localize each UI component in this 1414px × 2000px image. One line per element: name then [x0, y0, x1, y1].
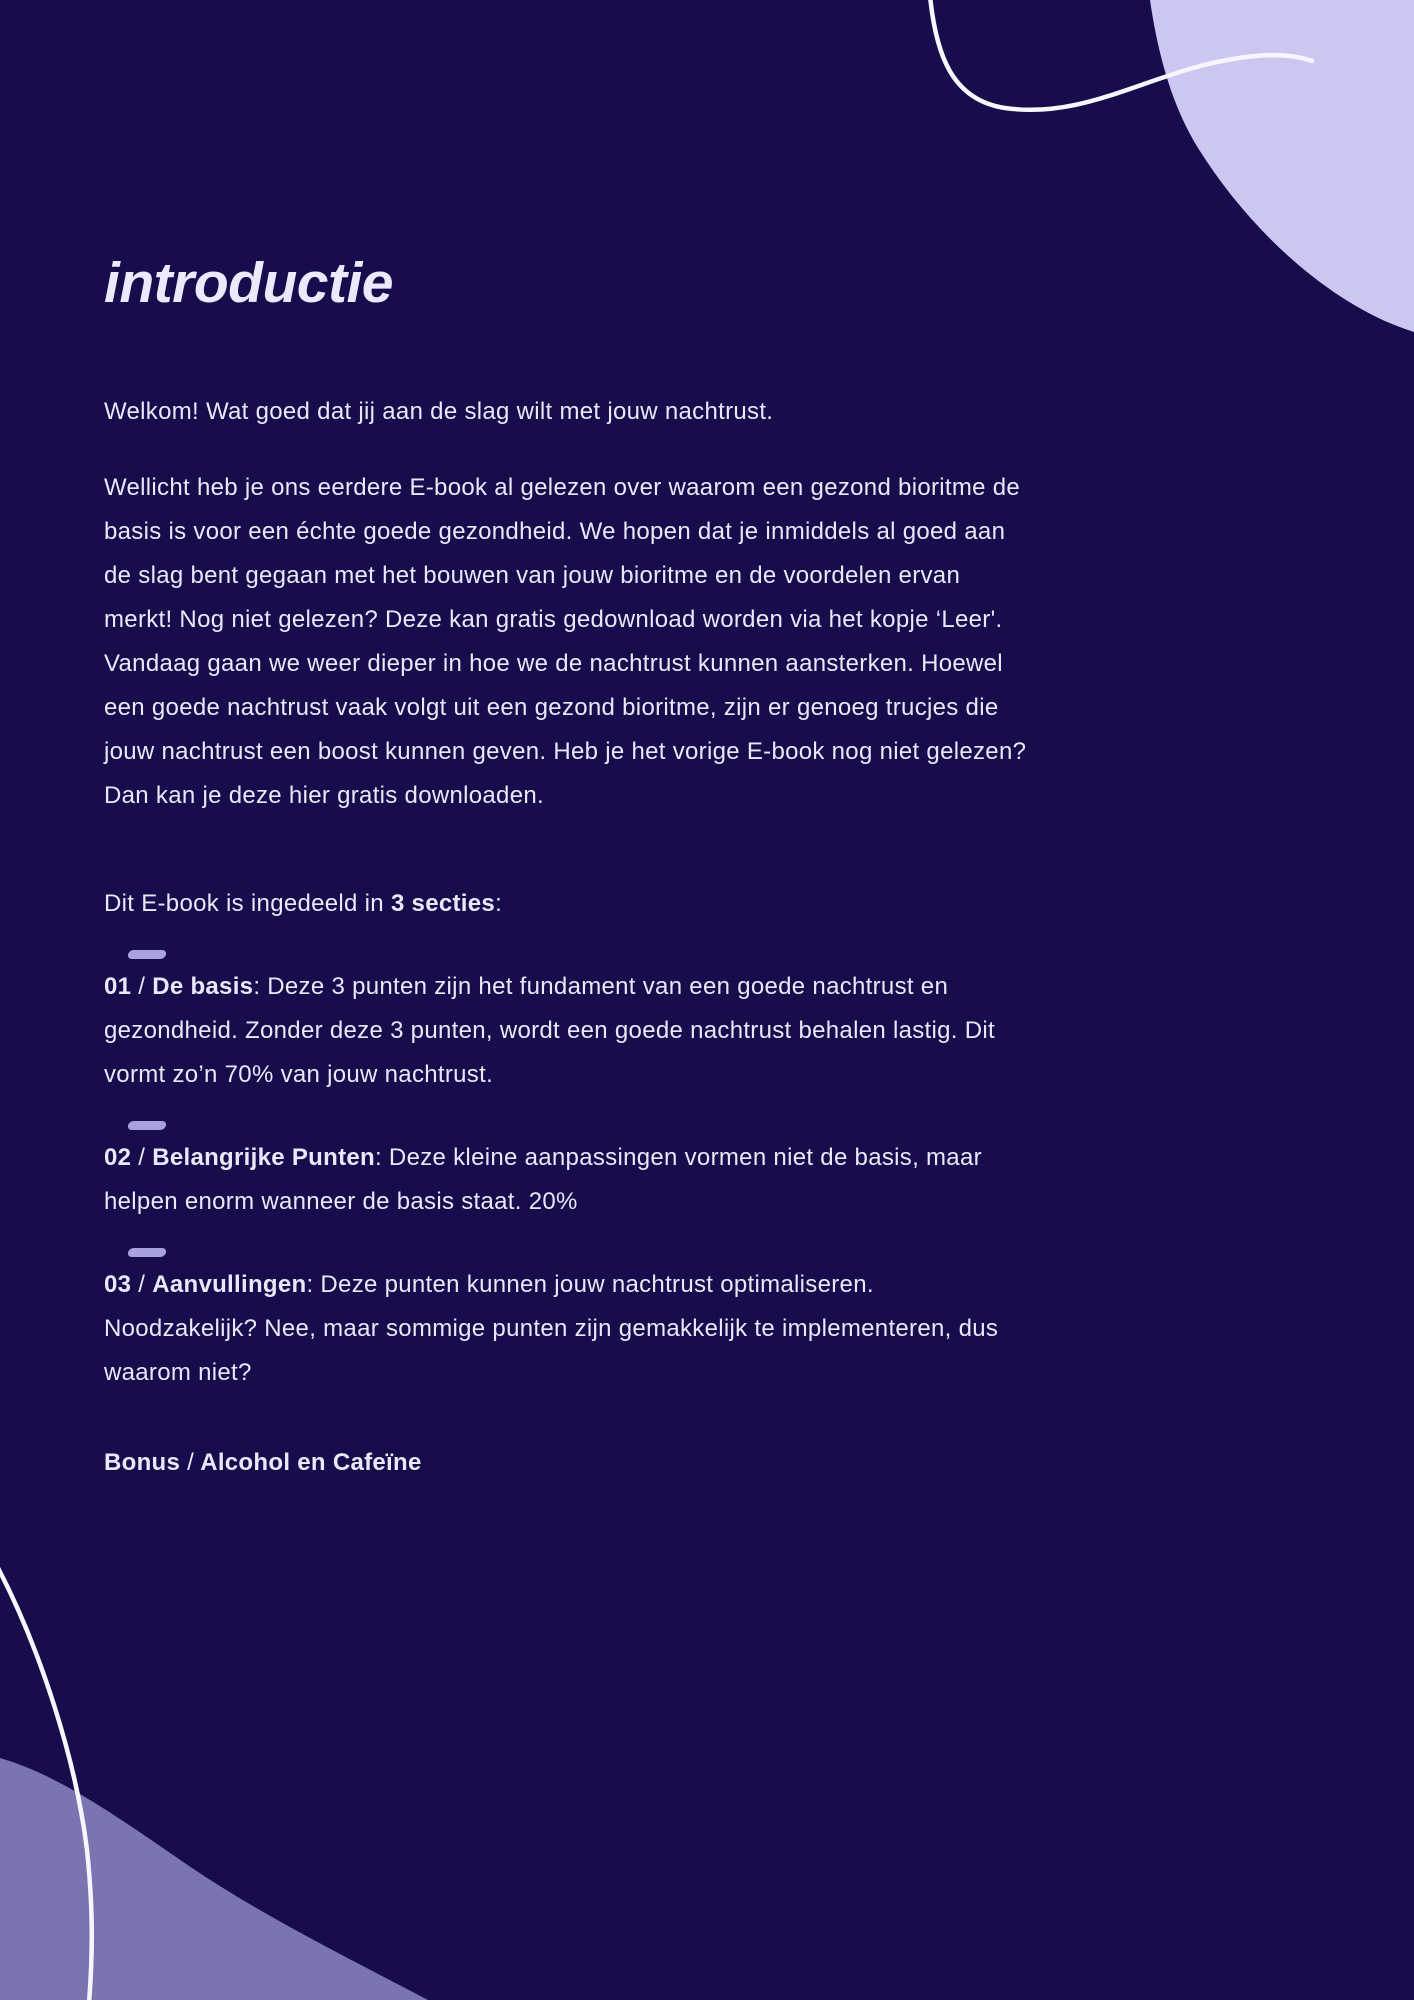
- sections-intro-count: 3 secties: [390, 890, 496, 917]
- section-03-description: : Deze punten kunnen jouw nachtrust optimaliseren. Noodzakelijk? Nee, maar sommige punten zijn gemakkelijk te implementeren, dus waarom niet?: [104, 1271, 999, 1386]
- intro-line: Welkom! Wat goed dat jij aan de slag wilt met jouw nachtrust.: [104, 398, 774, 425]
- section-accent-dash: [127, 950, 167, 959]
- section-02-number: 02: [104, 1144, 132, 1171]
- bonus-line: [104, 1441, 1034, 1485]
- ebook-page: [104, 0, 1034, 1485]
- section-01-de-basis: [104, 950, 1034, 1097]
- section-01-number: 01: [104, 973, 132, 1000]
- section-02-text: [104, 1136, 1034, 1224]
- sections-intro-suffix: :: [495, 890, 503, 917]
- blob-bottom-left-shape: [0, 1758, 428, 2000]
- section-03-number: 03: [104, 1271, 132, 1298]
- section-01-description: : Deze 3 punten zijn het fundament van een goede nachtrust en gezondheid. Zonder deze 3 punten, wordt een goede nachtrust behalen lastig. Dit vormt zo’n 70% van jouw nachtrust.: [104, 973, 995, 1088]
- section-01-text: [104, 965, 1034, 1097]
- section-03-separator: /: [138, 1271, 146, 1298]
- section-01-label: De basis: [152, 973, 254, 1000]
- main-paragraph: Wellicht heb je ons eerdere E-book al gelezen over waarom een gezond bioritme de basis is voor een échte goede gezondheid. We hopen dat je inmiddels al goed aan de slag bent gegaan met het bouwen van jouw bioritme en de voordelen ervan merkt! Nog niet gelezen? Deze kan gratis gedownload worden via het kopje ‘Leer'. Vandaag gaan we weer dieper in hoe we de nachtrust kunnen aansterken. Hoewel een goede nachtrust vaak volgt uit een gezond bioritme, zijn er genoeg trucjes die jouw nachtrust een boost kunnen geven. Heb je het vorige E-book nog niet gelezen? Dan kan je deze hier gratis downloaden.: [104, 474, 1027, 809]
- section-02-label: Belangrijke Punten: [152, 1144, 375, 1171]
- section-accent-dash: [127, 1121, 167, 1130]
- section-01-separator: /: [138, 973, 146, 1000]
- sections-intro: [104, 882, 1034, 926]
- section-03-aanvullingen: [104, 1248, 1034, 1395]
- section-03-text: [104, 1263, 1034, 1395]
- bonus-label: Bonus: [104, 1449, 181, 1476]
- curve-line-bottom: [0, 1566, 92, 2000]
- section-03-label: Aanvullingen: [152, 1271, 307, 1298]
- page-title: introductie: [104, 251, 393, 315]
- bonus-separator: /: [187, 1449, 195, 1476]
- sections-intro-prefix: Dit E-book is ingedeeld in: [104, 890, 391, 917]
- section-02-separator: /: [138, 1144, 146, 1171]
- blob-top-right-shape: [1150, 0, 1414, 332]
- bonus-value: Alcohol en Cafeïne: [200, 1449, 422, 1476]
- section-02-belangrijke-punten: [104, 1121, 1034, 1224]
- section-02-description: : Deze kleine aanpassingen vormen niet de basis, maar helpen enorm wanneer de basis staat. 20%: [104, 1144, 982, 1215]
- section-accent-dash: [127, 1248, 167, 1257]
